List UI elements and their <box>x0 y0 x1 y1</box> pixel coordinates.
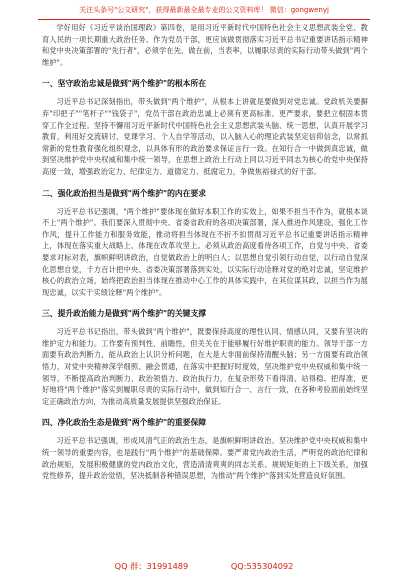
section-2-body: 习近平总书记强调，"两个维护"要体现在做好本职工作的实效上，如果不担当不作为，就根本谈不上"两个维护"。我们要深入贯彻中央、省委省政府的各项决策部署，深入推进作风建设，强化工作作风，提升工作能力和服务效能，推动将担当体现在不折不扣贯彻习近平总书记重要讲话指示精神上，体现在落实重大战略上、体现在改革攻坚上。必须从政治高度看待各项工作，自觉与中央、省委要求对标对表，旗帜鲜明讲政治，自觉做政治上的明白人；以思想自觉引领行动自觉，以行动自觉深化思想自觉，千方百计把中央、省委决策部署落到实处，以实际行动诠释对党的绝对忠诚，坚定维护核心的政治立场，始终把政治担当体现在推动中心工作的具体实践中，在其位谋其政，以担当作为展现忠诚，以实干实绩诠释"两个维护"。 <box>42 206 368 297</box>
section-1-body: 习近平总书记深刻指出，带头做到"两个维护"，从根本上讲就是要做到对党忠诚。党政机关要摒弃"印把子""笔杆子""钱袋子"，党员干部在政治忠诚上必须有更高标准、更严要求，要把立根固本贯穿工作全过程。坚持不懈用习近平新时代中国特色社会主义思想武装头脑、统一思想，认真开展学习教育，利用好交流研讨、党课学习、个人自学等活动，以入脑入心的理论武装坚定信仰信念，以常抓常新的党性教育强化组织观念，以具体有形的政治要求保证言行一致。在知行合一中做到真忠诚，做到坚决维护党中央权威和集中统一领导，在思想上政治上行动上同以习近平同志为核心的党中央保持高度一致，增强政治定力、纪律定力、道德定力、抵腐定力，争做焦裕禄式的好干部。 <box>42 97 368 176</box>
section-4-body: 习近平总书记强调，形成风清气正的政治生态，是旗帜鲜明讲政治、坚决维护党中央权威和集中统一领导的重要内容，也是践行"两个维护"的基础保障。要严肃党内政治生活，严明党的政治纪律和政治规矩，发展积极健康的党内政治文化，营造清清爽爽的同志关系、规规矩矩的上下级关系，加强党性修养，提升政治觉悟，坚决抵制各种错误思想，为推动"两个维护"落到实处营造良好氛围。 <box>42 436 368 481</box>
header-banner: 关注头条号"公文研究"，获得最新最全最专业的公文资料库！ 微信：gongwenyj <box>79 6 329 14</box>
header-divider <box>38 19 370 20</box>
footer-contact <box>0 560 408 572</box>
footer-qq-number: QQ:535304092 <box>230 561 294 571</box>
document-body <box>42 22 368 482</box>
section-4-heading: 四、净化政治生态是做到"两个维护"的重要保障 <box>42 418 207 428</box>
section-3-heading: 三、提升政治能力是做到"两个维护"的关键支撑 <box>42 309 207 319</box>
section-1-heading: 一、坚守政治忠诚是做到"两个维护"的根本所在 <box>42 79 207 89</box>
section-3-body: 习近平总书记指出，带头做到"两个维护"，既要保持高度的理性认同、情感认同，又要有坚决的维护定力和能力。工作要有预判性、前瞻性，但关关在于能够履行好维护职责的能力。领导干部一方面要有政治判断力，能从政治上认识分析问题，在大是大非面前保持清醒头脑；另一方面要有政治领悟力，对党中央精神深学细照、融会贯通，在落实中把握好时度效，坚决维护党中央权威和集中统一领导，不断提高政治判断力、政治领悟力、政治执行力，在复杂形势下看得清、站得稳、把得准，更好地将"两个维护"落实到履职尽责的实际行动中，做到知行合一、言行一致，在各种考验面前始终坚定正确政治方向，为推动高质量发展提供坚强政治保证。 <box>42 327 368 406</box>
footer-qq-group: QQ 群：31991489 <box>114 561 189 571</box>
intro-paragraph: 学好用好《习近平谈治国理政》第四卷，是用习近平新时代中国特色社会主义思想武装全党、教育人民的一项长期重大政治任务。作为党员干部，更应该做贯彻落实习近平总书记重要讲话指示精神和党中央决策部署的"先行者"，必须学在先、做在前，当表率，以履职尽责的实际行动带头做到"两个维护"。 <box>42 23 368 67</box>
section-2-heading: 二、强化政治担当是做到"两个维护"的内在要求 <box>42 188 207 198</box>
